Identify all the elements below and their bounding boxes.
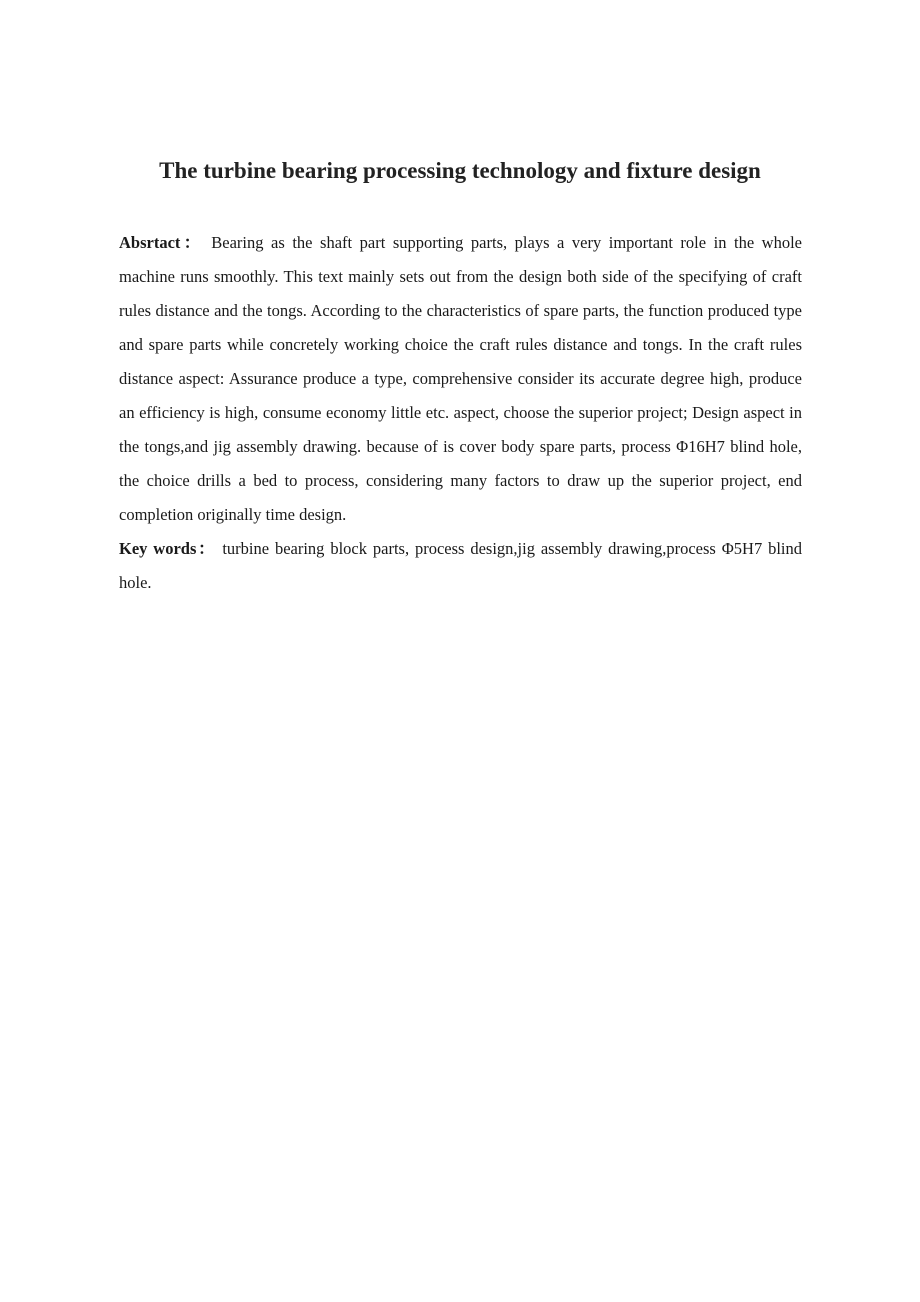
- keywords-label: Key words：: [119, 539, 217, 558]
- abstract-label: Absrtact：: [119, 233, 204, 252]
- keywords-text: turbine bearing block parts, process design,jig assembly drawing,process Φ5H7 blind hole.: [119, 539, 803, 592]
- document-title: The turbine bearing processing technology and fixture design: [159, 158, 761, 183]
- abstract-paragraph: [119, 226, 802, 532]
- document-body: [119, 226, 802, 600]
- abstract-text: Bearing as the shaft part supporting parts, plays a very important role in the whole machine runs smoothly. This text mainly sets out from the design both side of the specifying of craft rules distance and the tongs. According to the characteristics of spare parts, the function produced type and spare parts while concretely working choice the craft rules distance and tongs. In the craft rules distance aspect: Assurance produce a type, comprehensive consider its accurate degree high, produce an efficiency is high, consume economy little etc. aspect, choose the superior project; Design aspect in the tongs,and jig assembly drawing. because of is cover body spare parts, process Φ16H7 blind hole, the choice drills a bed to process, considering many factors to draw up the superior project, end completion originally time design.: [119, 233, 803, 524]
- keywords-paragraph: [119, 532, 802, 600]
